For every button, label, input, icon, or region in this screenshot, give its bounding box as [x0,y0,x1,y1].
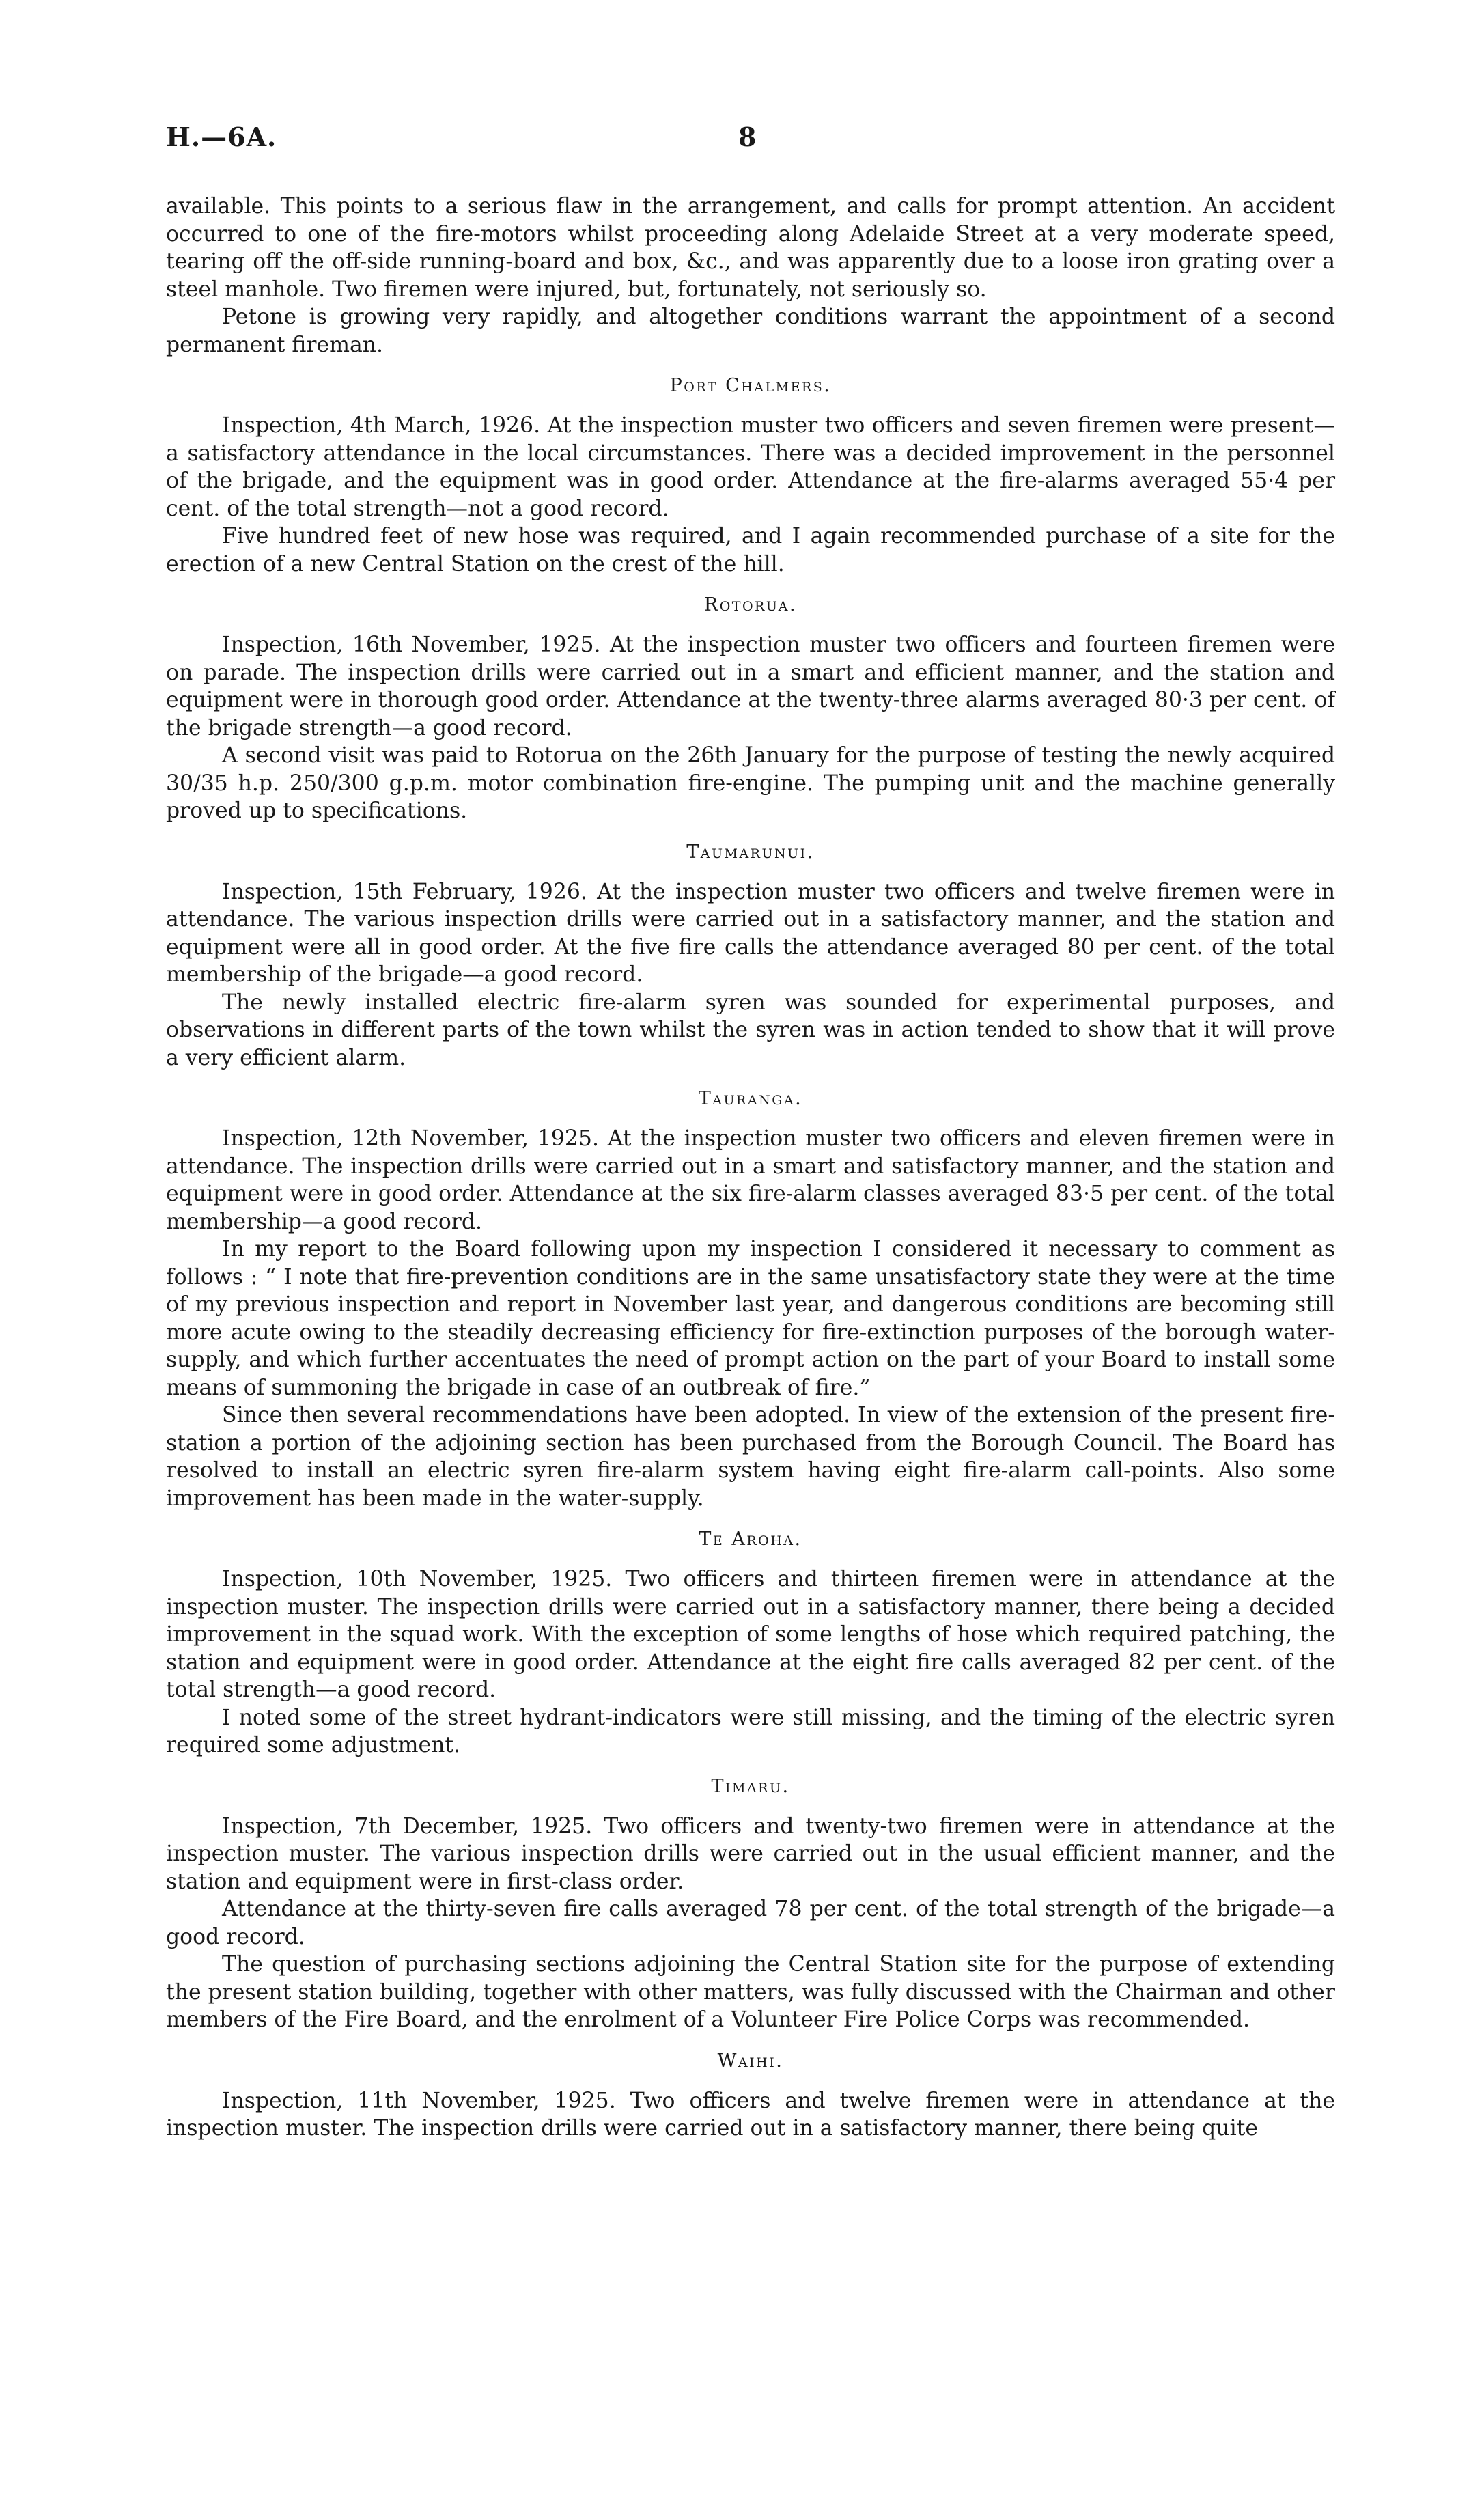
section-heading: Taumarunui. [686,841,815,863]
paragraph: Inspection, 4th March, 1926. At the inspection muster two officers and seven firemen were present—a satisfactory attendance in the local circumstances. There was a decided improvement in the personnel of the brigade, and the equipment was in good order. Attendance at the fire-alarms averaged 55·4 per cent. of the total strength—not a good record. [166,413,1335,521]
paragraph: Inspection, 12th November, 1925. At the inspection muster two officers and eleven firemen were in attendance. The inspection drills were carried out in a smart and satisfactory manner, and the station and equipment were in good order. Attendance at the six fire-alarm classes averaged 83·5 per cent. of the total membership—a good record. [166,1126,1335,1234]
section-heading: Waihi. [717,2050,784,2072]
intro-paragraph-2: Petone is growing very rapidly, and altogether conditions warrant the appointment of a second permanent fireman. [166,305,1335,357]
page-number: 8 [738,122,757,152]
section-heading: Timaru. [711,1775,790,1797]
paragraph: Inspection, 7th December, 1925. Two officers and twenty-two firemen were in attendance at the inspection muster. The various inspection drills were carried out in the usual efficient manner, and the station and equipment were in first-class order. [166,1813,1335,1894]
paragraph: Attendance at the thirty-seven fire calls averaged 78 per cent. of the total strength of the brigade—a good record. [166,1897,1335,1949]
paragraph: A second visit was paid to Rotorua on the 26th January for the purpose of testing the newly acquired 30/35 h.p. 250/300 g.p.m. motor combination fire-engine. The pumping unit and the machine generally proved up to specifications. [166,743,1335,823]
section-te-aroha [166,1526,1335,1759]
page-header [166,122,1334,163]
section-heading: Rotorua. [703,594,798,615]
intro-paragraph-1: available. This points to a serious flaw in the arrangement, and calls for prompt attention. An accident occurred to one of the fire-motors whilst proceeding along Adelaide Street at a very moderate speed, tearing off the off-side running-board and box, &c., and was apparently due to a loose iron grating over a steel manhole. Two firemen were injured, but, fortunately, not seriously so. [166,194,1335,302]
paragraph: Inspection, 16th November, 1925. At the inspection muster two officers and fourteen firemen were on parade. The inspection drills were carried out in a smart and efficient manner, and the station and equipment were in thorough good order. Attendance at the twenty-three alarms averaged 80·3 per cent. of the brigade strength—a good record. [166,632,1335,740]
paragraph: The newly installed electric fire-alarm syren was sounded for experimental purposes, and observations in different parts of the town whilst the syren was in action tended to show that it will prove a very efficient alarm. [166,990,1335,1070]
section-timaru [166,1773,1335,2034]
paragraph: Inspection, 10th November, 1925. Two officers and thirteen firemen were in attendance at the inspection muster. The inspection drills were carried out in a satisfactory manner, there being a decided improvement in the squad work. With the exception of some lengths of hose which required patching, the station and equipment were in good order. Attendance at the eight fire calls averaged 82 per cent. of the total strength—a good record. [166,1567,1335,1702]
paragraph: Inspection, 15th February, 1926. At the inspection muster two officers and twelve firemen were in attendance. The various inspection drills were carried out in a satisfactory manner, and the station and equipment were all in good order. At the five fire calls the attendance averaged 80 per cent. of the total membership of the brigade—a good record. [166,879,1335,987]
paragraph: Five hundred feet of new hose was required, and I again recommended purchase of a site for the erection of a new Central Station on the crest of the hill. [166,524,1335,576]
paragraph: In my report to the Board following upon my inspection I considered it necessary to comment as follows : “ I note that fire-prevention conditions are in the same unsatisfactory state they were at the time of my previous inspection and report in November last year, and dangerous conditions are becoming still more acute owing to the steadily decreasing efficiency for fire-extinction purposes of the borough water-supply, and which further accentuates the need of prompt action on the part of your Board to install some means of summoning the brigade in case of an outbreak of fire.” [166,1237,1335,1400]
section-heading: Port Chalmers. [669,375,832,396]
section-waihi [166,2048,1335,2143]
section-taumarunui [166,839,1335,1072]
section-rotorua [166,591,1335,825]
section-heading: Tauranga. [698,1088,803,1109]
paragraph: Since then several recommendations have been adopted. In view of the extension of the present fire-station a portion of the adjoining section has been purchased from the Borough Council. The Board has resolved to install an electric syren fire-alarm system having eight fire-alarm call-points. Also some improvement has been made in the water-supply. [166,1403,1335,1511]
section-port-chalmers [166,372,1335,578]
document-reference: H.—6A. [166,122,277,152]
document-body [166,193,1335,2143]
section-heading: Te Aroha. [699,1529,802,1550]
paragraph: I noted some of the street hydrant-indicators were still missing, and the timing of the electric syren required some adjustment. [166,1705,1335,1757]
paragraph: Inspection, 11th November, 1925. Two officers and twelve firemen were in attendance at the inspection muster. The inspection drills were carried out in a satisfactory manner, there being quite [166,2088,1335,2141]
section-tauranga [166,1085,1335,1512]
paragraph: The question of purchasing sections adjoining the Central Station site for the purpose of extending the present station building, together with other matters, was fully discussed with the Chairman and other members of the Fire Board, and the enrolment of a Volunteer Fire Police Corps was recommended. [166,1952,1335,2032]
